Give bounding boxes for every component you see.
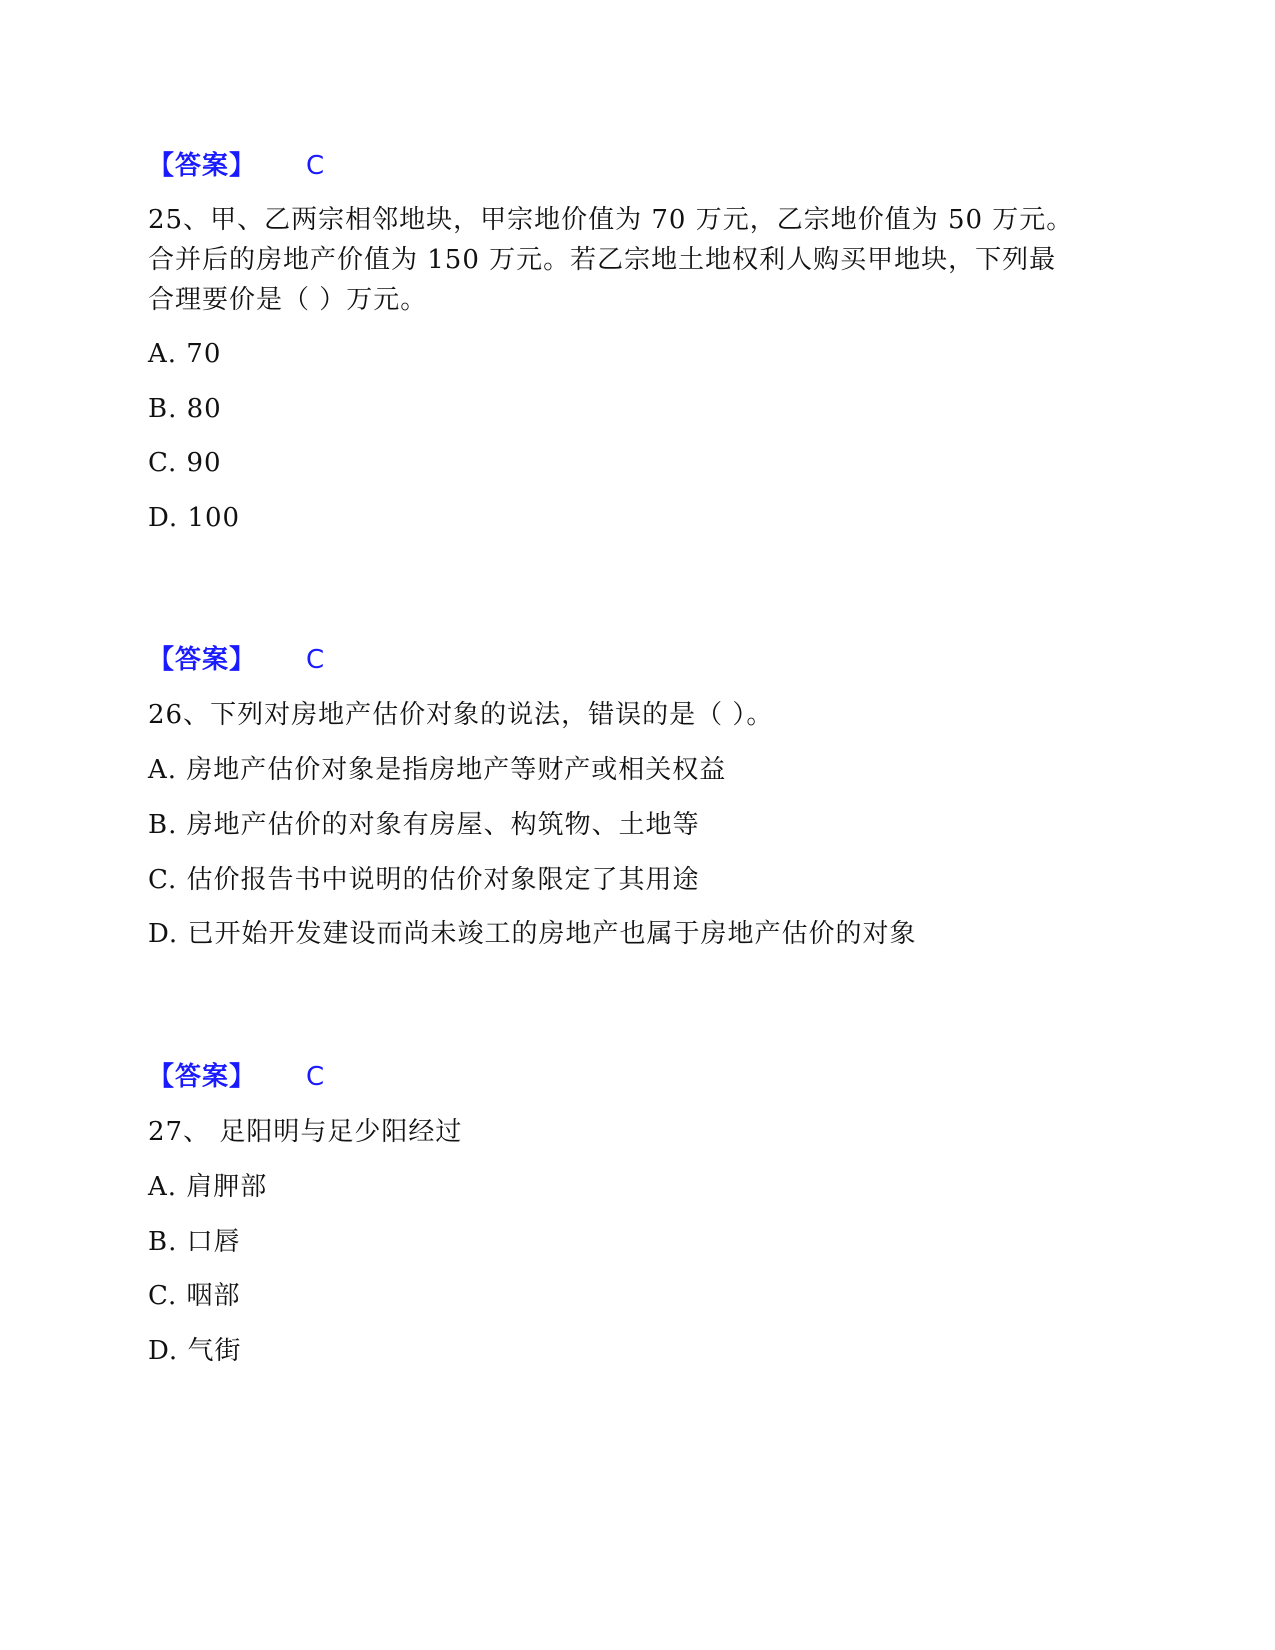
answer-label: 【答案】 xyxy=(148,1062,257,1092)
option-d: D. 100 xyxy=(148,503,241,533)
answer-value: C xyxy=(306,645,326,675)
question-text-line: 合并后的房地产价值为 150 万元。若乙宗地土地权利人购买甲地块，下列最 xyxy=(148,245,1057,275)
answer-value: C xyxy=(306,1062,326,1092)
option-a: A. 房地产估价对象是指房地产等财产或相关权益 xyxy=(148,755,727,785)
option-a: A. 70 xyxy=(148,339,222,369)
question-text-line: 26、下列对房地产估价对象的说法，错误的是（ ）。 xyxy=(148,700,774,730)
answer-line xyxy=(148,1057,325,1097)
option-a: A. 肩胛部 xyxy=(148,1172,268,1202)
option-d: D. 气街 xyxy=(148,1336,242,1366)
option-b: B. 口唇 xyxy=(148,1227,241,1257)
answer-label: 【答案】 xyxy=(148,151,257,181)
answer-label: 【答案】 xyxy=(148,645,257,675)
option-c: C. 咽部 xyxy=(148,1281,241,1311)
question-text-line: 27、 足阳明与足少阳经过 xyxy=(148,1117,463,1147)
question-text-line: 合理要价是（ ）万元。 xyxy=(148,285,428,315)
option-c: C. 估价报告书中说明的估价对象限定了其用途 xyxy=(148,865,700,895)
answer-line xyxy=(148,640,325,680)
answer-value: C xyxy=(306,151,326,181)
option-b: B. 80 xyxy=(148,394,222,424)
answer-line xyxy=(148,146,325,186)
option-b: B. 房地产估价的对象有房屋、构筑物、土地等 xyxy=(148,810,700,840)
option-d: D. 已开始开发建设而尚未竣工的房地产也属于房地产估价的对象 xyxy=(148,919,917,949)
option-c: C. 90 xyxy=(148,448,222,478)
question-text-line: 25、甲、乙两宗相邻地块，甲宗地价值为 70 万元，乙宗地价值为 50 万元。 xyxy=(148,205,1074,235)
